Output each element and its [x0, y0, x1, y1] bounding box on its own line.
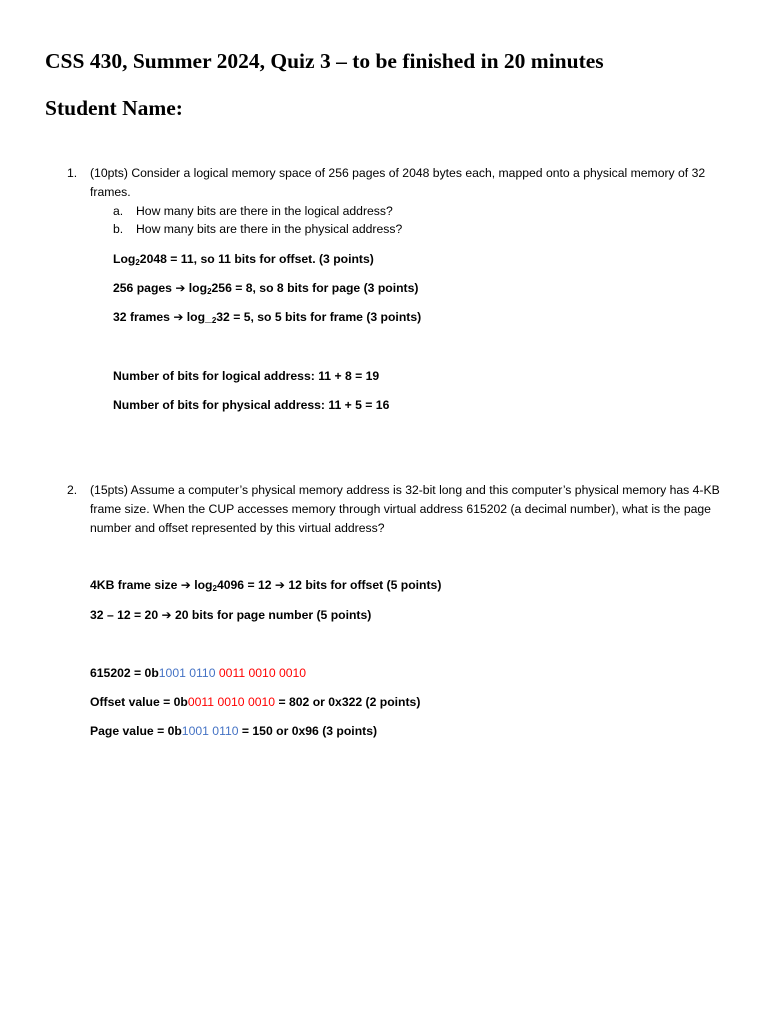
answer-line	[113, 308, 421, 327]
answer-text: 4KB frame size	[90, 578, 181, 592]
answer-text: Log	[113, 252, 136, 266]
answer-text: 32 frames	[113, 310, 174, 324]
answer-line	[90, 693, 420, 712]
answer-line	[90, 606, 371, 625]
answer-text: Page value = 0b	[90, 724, 182, 738]
subscript: 2	[211, 316, 217, 325]
page-bits: 1001 0110	[158, 666, 216, 680]
answer-line	[90, 664, 306, 683]
answer-text: 20 bits for page number (5 points)	[171, 608, 372, 622]
answer-line	[113, 250, 374, 269]
page-title: CSS 430, Summer 2024, Quiz 3 – to be finished in 20 minutes	[45, 49, 604, 73]
answer-text: 4096 = 12	[216, 578, 275, 592]
answer-text: 256 = 8, so 8 bits for page (3 points)	[211, 281, 419, 295]
answer-line	[90, 576, 441, 595]
answer-text: = 150 or 0x96 (3 points)	[238, 724, 378, 738]
question-text: (15pts) Assume a computer’s physical memory address is 32-bit long and this computer’s physical memory has 4-KB frame size. When the CUP accesses memory through virtual address 615202 (a decimal number), what is the page number and offset represented by this virtual address?	[90, 483, 720, 535]
sub-question-letter: a.	[113, 204, 124, 218]
answer-line: Number of bits for logical address: 11 + 8 = 19	[113, 369, 380, 383]
answer-text: 256 pages	[113, 281, 176, 295]
question-number: 1.	[67, 166, 78, 180]
question-number: 2.	[67, 483, 78, 497]
answer-text: 12 bits for offset (5 points)	[284, 578, 442, 592]
answer-line: Number of bits for physical address: 11 + 5 = 16	[113, 398, 390, 412]
student-name-label: Student Name:	[45, 96, 183, 120]
question-text: (10pts) Consider a logical memory space of 256 pages of 2048 bytes each, mapped onto a physical memory of 32 frames.	[90, 166, 706, 199]
subscript: 2	[135, 258, 140, 267]
answer-text: 32 = 5, so 5 bits for frame (3 points)	[216, 310, 422, 324]
answer-text: = 802 or 0x322 (2 points)	[275, 695, 421, 709]
answer-text: log	[185, 281, 208, 295]
right-arrow-icon: ➔	[161, 608, 172, 622]
page-bits: 1001 0110	[181, 724, 239, 738]
right-arrow-icon: ➔	[173, 310, 184, 324]
sub-question-text: How many bits are there in the logical address?	[136, 204, 393, 218]
right-arrow-icon: ➔	[175, 281, 186, 295]
answer-line	[90, 722, 377, 741]
answer-text: log	[190, 578, 213, 592]
offset-bits: 0011 0010 0010	[187, 695, 276, 709]
sub-question-letter: b.	[113, 222, 124, 236]
right-arrow-icon: ➔	[180, 578, 191, 592]
subscript: 2	[212, 584, 217, 593]
answer-text: log_	[183, 310, 212, 324]
answer-line	[113, 279, 418, 298]
right-arrow-icon: ➔	[274, 578, 285, 592]
answer-text: 32 – 12 = 20	[90, 608, 162, 622]
answer-text: 615202 = 0b	[90, 666, 159, 680]
answer-text: 2048 = 11, so 11 bits for offset. (3 points)	[139, 252, 374, 266]
sub-question-text: How many bits are there in the physical address?	[136, 222, 403, 236]
answer-text: Offset value = 0b	[90, 695, 188, 709]
subscript: 2	[207, 287, 212, 296]
offset-bits: 0011 0010 0010	[215, 666, 307, 680]
